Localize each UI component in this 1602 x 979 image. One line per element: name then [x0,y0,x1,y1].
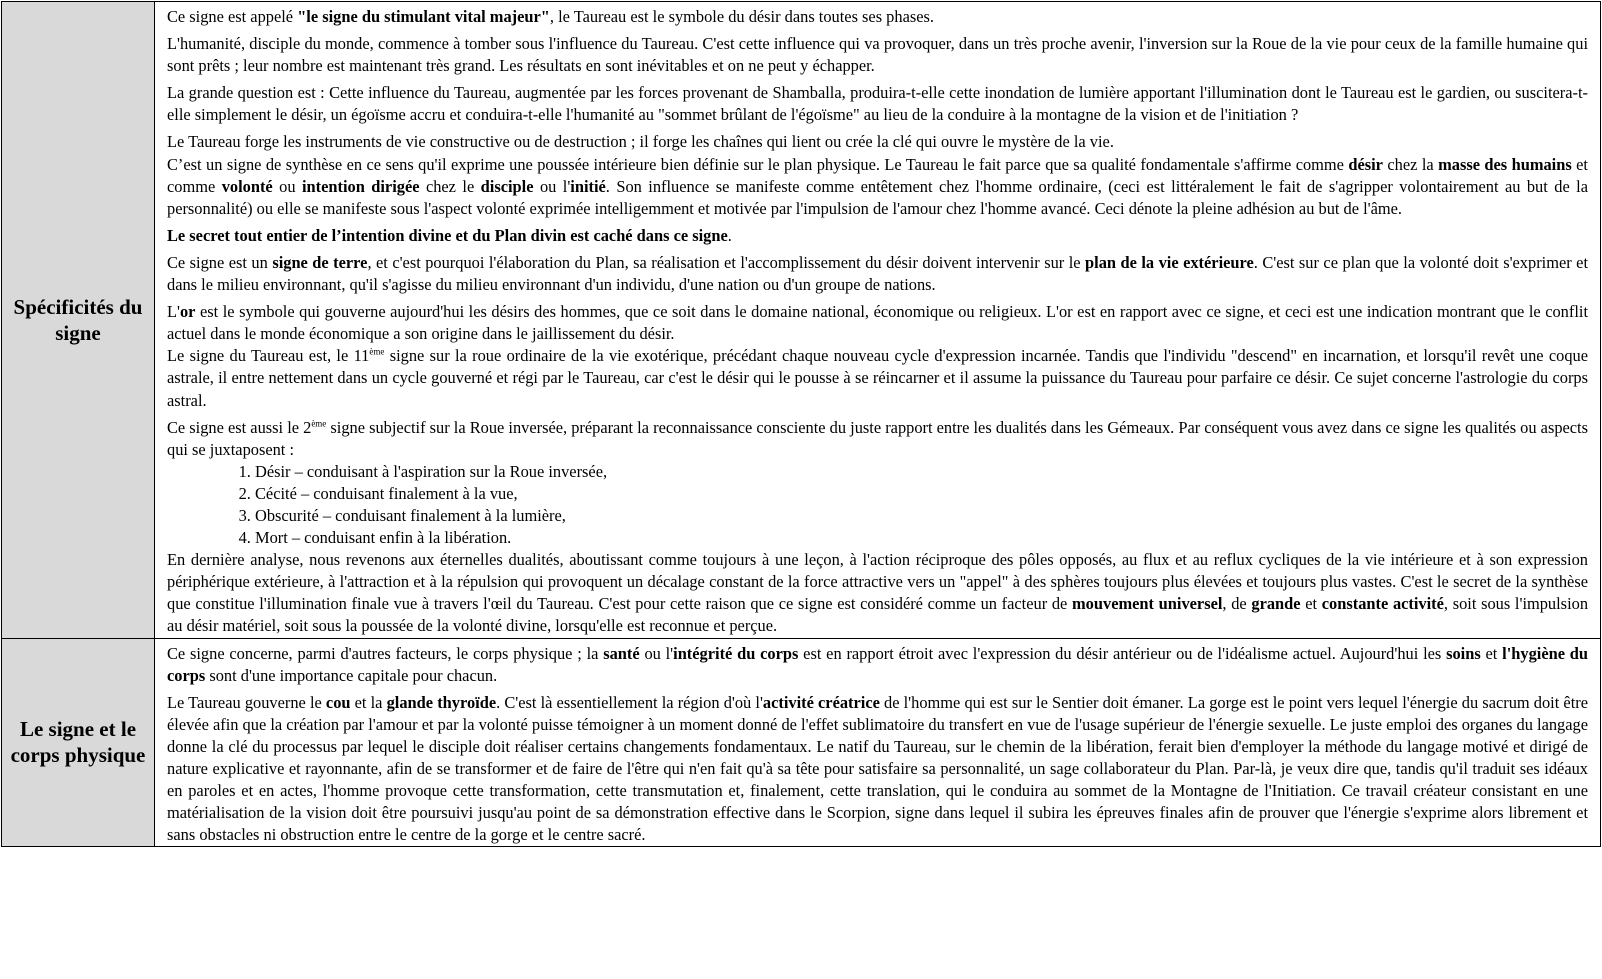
table-row [2,2,1601,639]
row-content-specificites [155,2,1601,639]
paragraph: L'humanité, disciple du monde, commence à tomber sous l'influence du Taureau. C'est cette influence qui va provoquer, dans un très proche avenir, l'inversion sur la Roue de la vie pour ceux de la famille humaine qui sont prêts ; leur nombre est maintenant très grand. Les résultats en sont inévitables et on ne peut y échapper. [167,34,1588,76]
paragraph: Le Taureau gouverne le cou et la glande thyroïde. C'est là essentiellement la région d'où l'activité créatrice de l'homme qui est sur le Sentier doit émaner. La gorge est le point vers lequel l'énergie du sacrum doit être élevée afin que la création par l'amour et par la volonté puisse témoigner à un moment donné de l'effet sublimatoire du transfert en vue de l'usage supérieur de l'énergie sexuelle. Le juste emploi des organes du langage donne la clé du processus par lequel le disciple doit réaliser certains changements fondamentaux. Le natif du Taureau, sur le chemin de la libération, ferait bien d'employer la méthode du langage motivé et dirigé de nature explicative et rayonnante, afin de se transformer et de faire de l'être qui n'en fait qu'à sa tête pour satisfaire sa personnalité, un sage collaborateur du Plan. Par-là, je veux dire que, tandis qu'il traduit ses idéaux en paroles et en actes, l'homme provoque cette transformation, cette transmutation et, finalement, cette translation, qui le conduira au sommet de la Montagne de l'Initiation. Ce travail créateur consistant en une matérialisation de la vision doit être poursuivi jusqu'au point de sa démonstration effective dans le Scorpion, signe dans lequel il subira les épreuves finales afin de prouver que l'énergie s'exprime alors librement et sans obstacles ni obstruction entre le centre de la gorge et le centre sacré. [167,692,1588,845]
list-item: 1. Désir – conduisant à l'aspiration sur la Roue inversée, [255,461,1588,483]
paragraph: Ce signe est appelé "le signe du stimulant vital majeur", le Taureau est le symbole du désir dans toutes ses phases. [167,7,934,26]
row-content-corps-physique [155,638,1601,847]
paragraph: Ce signe concerne, parmi d'autres facteurs, le corps physique ; la santé ou l'intégrité du corps est en rapport étroit avec l'expression du désir antérieur ou de l'idéalisme actuel. Aujourd'hui les soins et l'hygiène du corps sont d'une importance capitale pour chacun. [167,643,1589,685]
paragraph: Le secret tout entier de l’intention divine et du Plan divin est caché dans ce signe. [167,225,732,245]
paragraph: La grande question est : Cette influence du Taureau, augmentée par les forces provenant de Shamballa, produira-t-elle cette inondation de lumière apportant l'illumination dont le Taureau est le gardien, ou suscitera-t-elle simplement le désir, un égoïsme accru et conduira-t-elle l'humanité au "sommet brûlant de l'égoïsme" au lieu de la conduire à la montagne de la vision et de l'initiation ? [167,83,1588,125]
paragraph: En dernière analyse, nous revenons aux éternelles dualités, aboutissant comme toujours à une leçon, à l'action réciproque des pôles opposés, au flux et au reflux cycliques de la vie intérieure et à son expression périphérique extérieure, à l'attraction et à la répulsion qui provoquent un décalage constant de la force attractive vers un "appel" à des sphères toujours plus élevées et toujours plus vastes. C'est le secret de la synthèse que constitue l'illumination finale vue à travers l'œil du Taureau. C'est pour cette raison que ce signe est considéré comme un facteur de mouvement universel, de grande et constante activité, soit sous l'impulsion au désir matériel, soit sous la poussée de la volonté divine, lorsqu'elle est reconnue et perçue. [167,550,1589,636]
paragraph: Ce signe est un signe de terre, et c'est pourquoi l'élaboration du Plan, sa réalisation et l'accomplissement du désir doivent intervenir sur le plan de la vie extérieure. C'est sur ce plan que la volonté doit s'exprimer et dans le milieu environnant, qu'il s'agisse du milieu environnant d'un individu, d'une nation ou d'un groupe de nations. [167,252,1588,295]
paragraph: Le signe du Taureau est, le 11ème signe sur la roue ordinaire de la vie exotérique, précédant chaque nouveau cycle d'expression incarnée. Tandis que l'individu "descend" en incarnation, et lorsqu'il revêt une coque astrale, il entre nettement dans un cycle gouverné et régi par le Taureau, car c'est le désir qui le pousse à se réincarner et il assume la puissance du Taureau pour parfaire ce désir. Ce sujet concerne l'astrologie du corps astral. [167,346,1588,410]
paragraph: Le Taureau forge les instruments de vie constructive ou de destruction ; il forge les chaînes qui lient ou crée la clé qui ouvre le mystère de la vie. [167,132,1114,152]
qualities-list [167,461,1588,549]
table-row [2,638,1601,847]
row-label-corps-physique: Le signe et le corps physique [2,638,155,847]
paragraph: C’est un signe de synthèse en ce sens qu'il exprime une poussée intérieure bien définie sur le plan physique. Le Taureau le fait parce que sa qualité fondamentale s'affirme comme désir chez la masse des humains et comme volonté ou intention dirigée chez le disciple ou l'initié. Son influence se manifeste comme entêtement chez l'homme ordinaire, (ceci est littéralement le fait de s'agripper volontairement au but de la personnalité) ou elle se manifeste sous l'aspect volonté exprimée intelligemment et motivée par l'impulsion de l'amour chez l'homme avancé. Ceci dénote la pleine adhésion au but de l'âme. [167,154,1588,218]
paragraph: L'or est le symbole qui gouverne aujourd'hui les désirs des hommes, que ce soit dans le domaine national, économique ou religieux. L'or est en rapport avec ce signe, et ceci est une indication montrant que le conflit actuel dans le monde économique a son origine dans le jaillissement du désir. [167,302,1588,344]
document-table [1,1,1601,847]
list-item: 2. Cécité – conduisant finalement à la vue, [255,483,1588,505]
paragraph: Ce signe est aussi le 2ème signe subjectif sur la Roue inversée, préparant la reconnaissance consciente du juste rapport entre les dualités dans les Gémeaux. Par conséquent vous avez dans ce signe les qualités ou aspects qui se juxtaposent : [167,417,1588,459]
row-label-specificites: Spécificités du signe [2,2,155,639]
list-item: 3. Obscurité – conduisant finalement à la lumière, [255,505,1588,527]
list-item: 4. Mort – conduisant enfin à la libération. [255,527,1588,549]
